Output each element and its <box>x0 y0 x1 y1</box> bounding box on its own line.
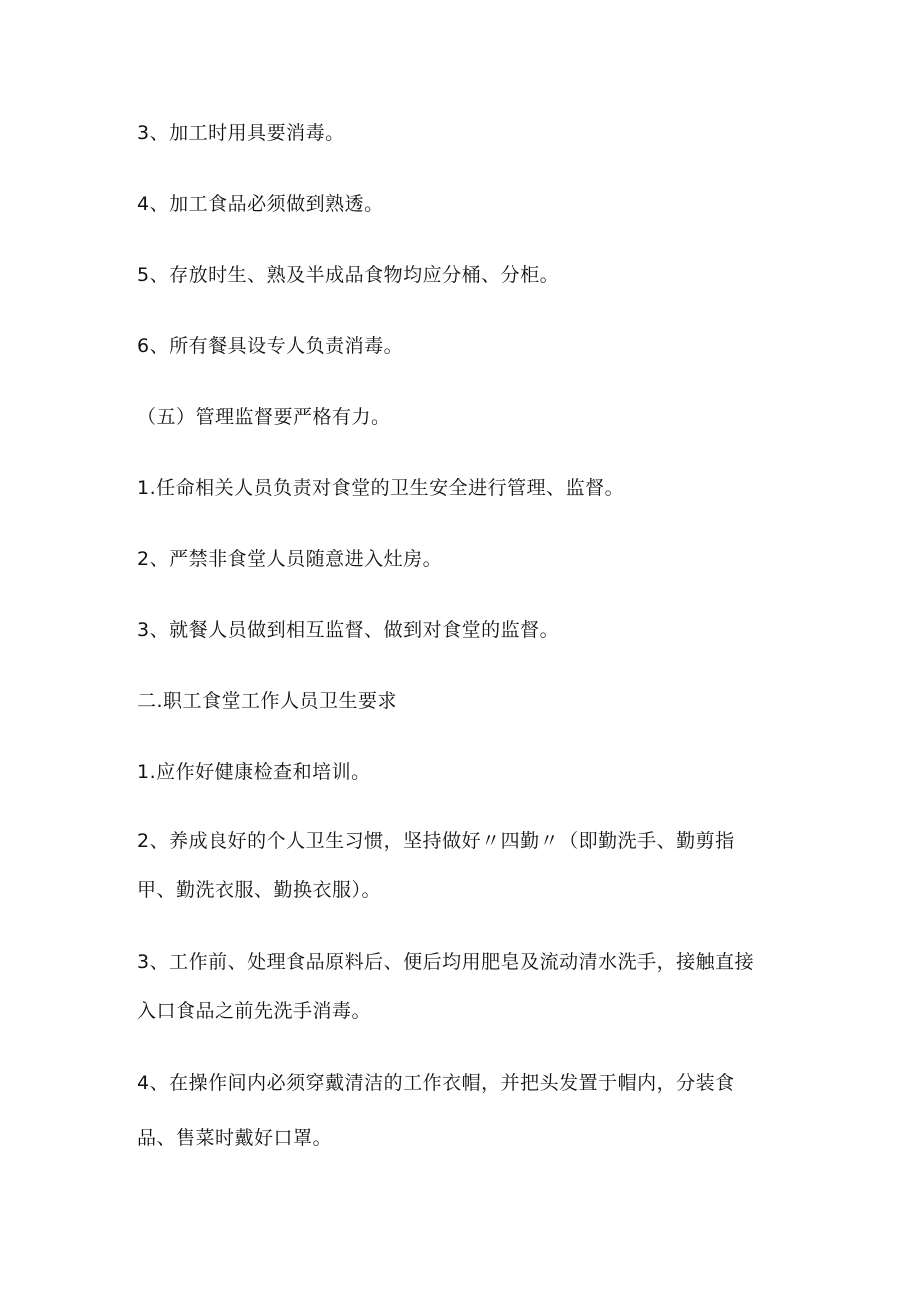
text-line-15: 4、在操作间内必须穿戴清洁的工作衣帽，并把头发置于帽内，分装食 <box>137 1072 735 1094</box>
text-line-8: 3、就餐人员做到相互监督、做到对食堂的监督。 <box>137 619 560 641</box>
text-line-14: 入口食品之前先洗手消毒。 <box>137 1000 372 1022</box>
text-line-2: 4、加工食品必须做到熟透。 <box>137 193 384 215</box>
text-line-3: 5、存放时生、熟及半成品食物均应分桶、分柜。 <box>137 264 560 286</box>
section-heading-5: （五）管理监督要严格有力。 <box>137 406 391 428</box>
section-heading-2: 二.职工食堂工作人员卫生要求 <box>137 690 398 712</box>
text-line-7: 2、严禁非食堂人员随意进入灶房。 <box>137 548 443 570</box>
text-line-12: 甲、勤洗衣服、勤换衣服）。 <box>137 879 382 901</box>
text-line-4: 6、所有餐具设专人负责消毒。 <box>137 335 404 357</box>
text-line-11: 2、养成良好的个人卫生习惯，坚持做好〃四勤〃（即勤洗手、勤剪指 <box>137 830 735 852</box>
text-line-13: 3、工作前、处理食品原料后、便后均用肥皂及流动清水洗手，接触直接 <box>137 951 755 973</box>
text-line-16: 品、售菜时戴好口罩。 <box>137 1127 333 1149</box>
text-line-6: 1.任命相关人员负责对食堂的卫生安全进行管理、监督。 <box>137 477 625 499</box>
text-line-10: 1.应作好健康检查和培训。 <box>137 761 371 783</box>
text-line-1: 3、加工时用具要消毒。 <box>137 122 345 144</box>
